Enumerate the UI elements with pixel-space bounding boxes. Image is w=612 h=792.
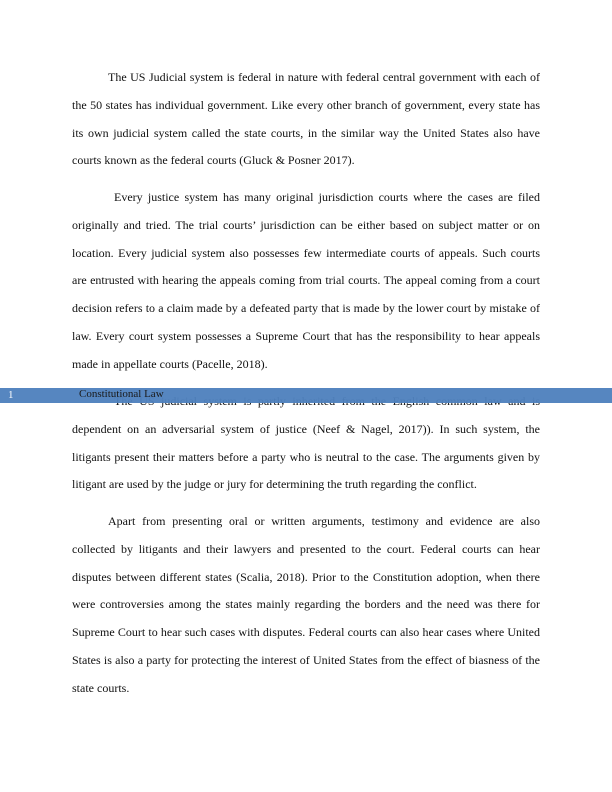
paragraph-jurisdiction-courts: Every justice system has many original jurisdiction courts where the cases are filed originally and tried. The trial courts’ jurisdiction can be either based on subject matter or on location. Every judicial system also possesses few intermediate courts of appeals. Such courts are entrusted with hearing the appeals coming from trial courts. The appeal coming from a court decision refers to a claim made by a defeated party that is made by the lower court by mistake of law. Every court system possesses a Supreme Court that has the responsibility to hear appeals made in appellate courts (Pacelle, 2018).	[72, 190, 540, 371]
paragraph-federal-courts-disputes: Apart from presenting oral or written arguments, testimony and evidence are also collected by litigants and their lawyers and presented to the court. Federal courts can hear disputes between different states (Scalia, 2018). Prior to the Constitution adoption, when there were controversies among the states mainly regarding the borders and the need was there for Supreme Court to hear such cases with disputes. Federal courts can also hear cases where United States is also a party for protecting the interest of United States from the effect of biasness of the state courts.	[72, 514, 540, 695]
paragraph-judicial-system-overview: The US Judicial system is federal in nature with federal central government with each of the 50 states has individual government. Like every other branch of government, every state has its own judicial system called the state courts, in the similar way the United States also have courts known as the federal courts (Gluck & Posner 2017).	[72, 70, 540, 168]
running-head-title: Constitutional Law	[79, 388, 164, 400]
page-number: 1	[8, 389, 14, 401]
paragraph-adversarial-system: dependent on an adversarial system of justice (Neef & Nagel, 2017)). In such system, the litigants present their matters before a party who is neutral to the case. The arguments given by litigant are used by the judge or jury for determining the truth regarding the conflict.	[72, 421, 540, 492]
